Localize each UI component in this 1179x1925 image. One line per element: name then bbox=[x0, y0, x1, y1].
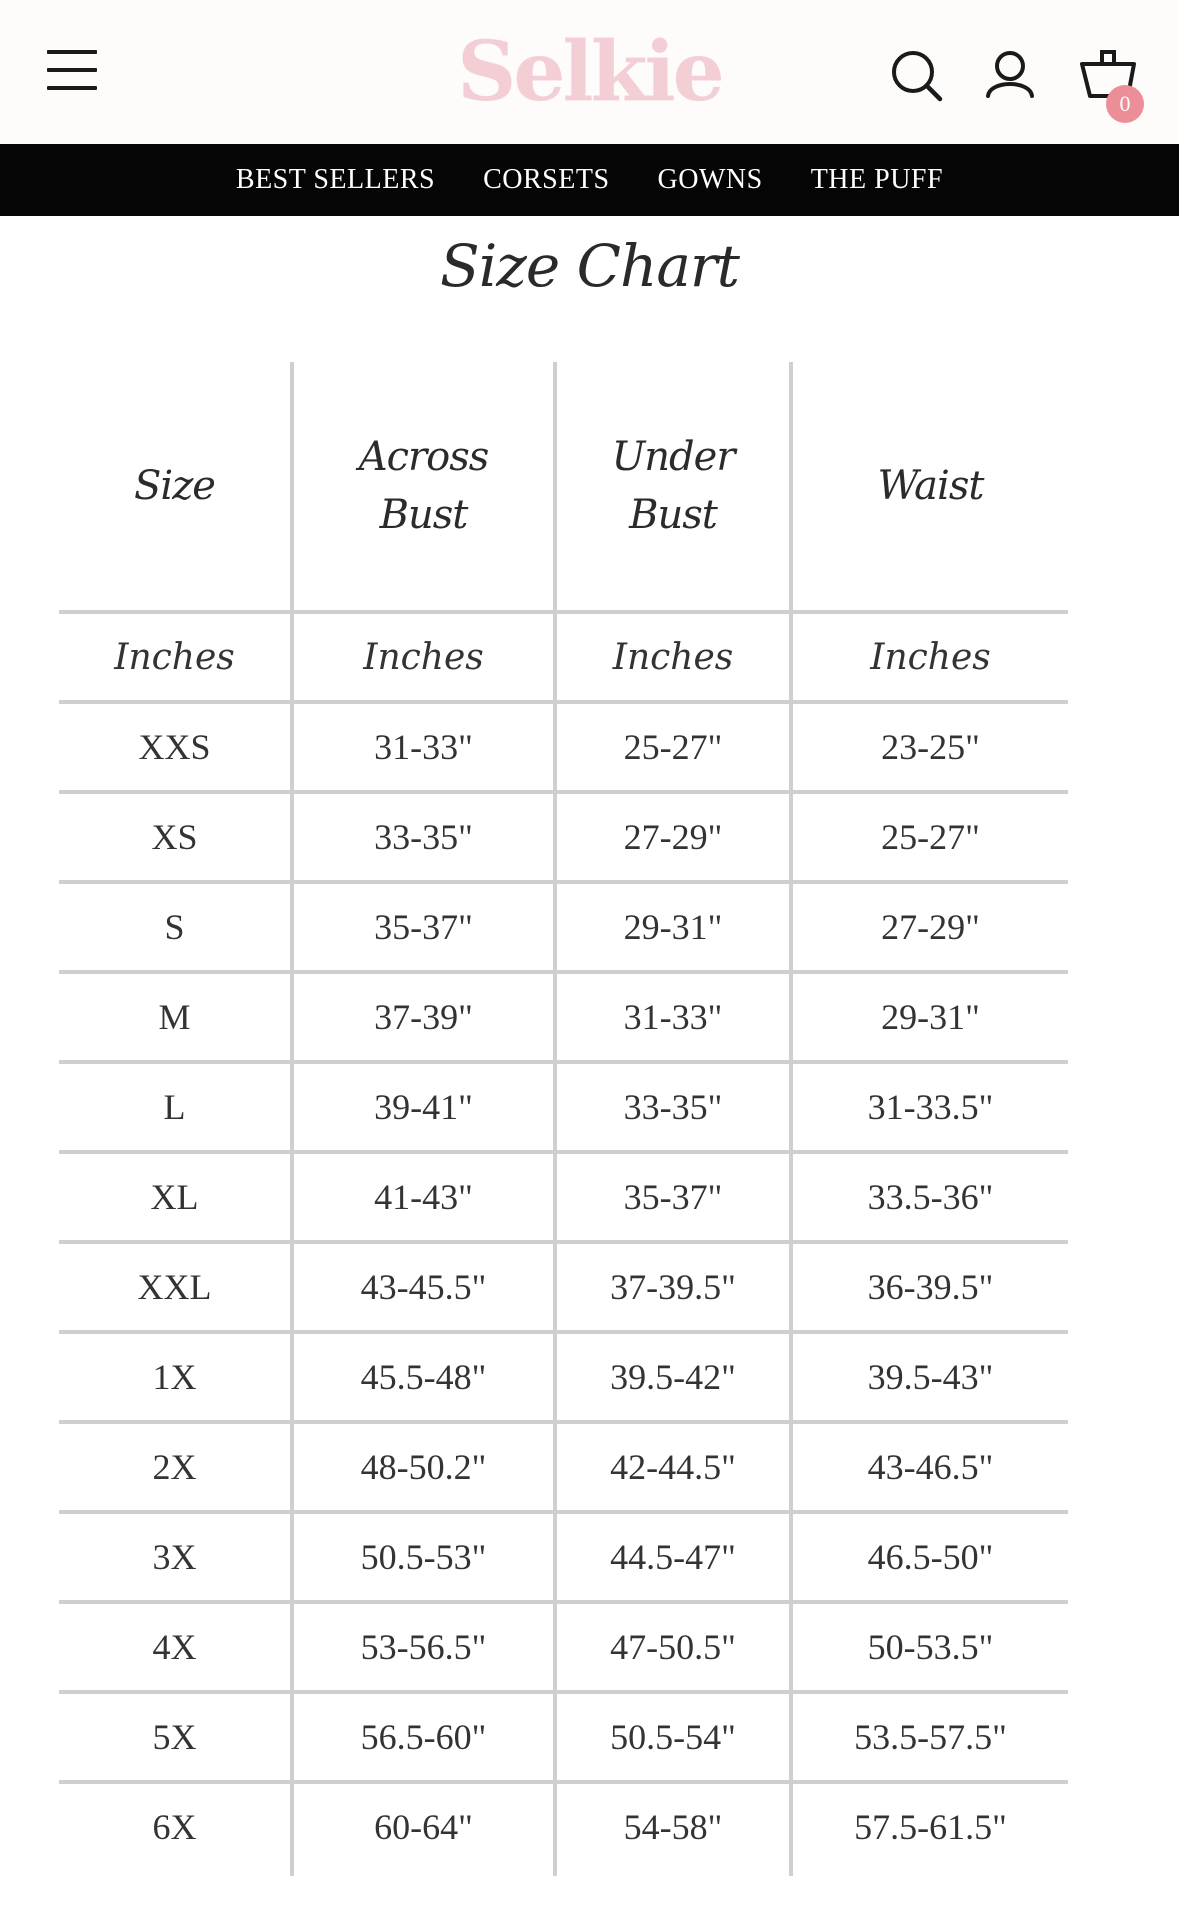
table-column-divider bbox=[290, 1870, 294, 1876]
measurement-cell: 33-35" bbox=[292, 792, 555, 882]
measurement-cell: 50-53.5" bbox=[791, 1602, 1068, 1692]
measurement-cell: 31-33.5" bbox=[791, 1062, 1068, 1152]
nav-the-puff[interactable]: THE PUFF bbox=[810, 164, 944, 195]
table-column-divider bbox=[789, 1870, 793, 1876]
size-cell: 3X bbox=[59, 1512, 292, 1602]
measurement-cell: 46.5-50" bbox=[791, 1512, 1068, 1602]
measurement-cell: 33-35" bbox=[555, 1062, 791, 1152]
header-row bbox=[59, 362, 1068, 612]
measurement-cell: 25-27" bbox=[791, 792, 1068, 882]
measurement-cell: 29-31" bbox=[791, 972, 1068, 1062]
measurement-cell: 36-39.5" bbox=[791, 1242, 1068, 1332]
header-waist bbox=[791, 362, 1068, 612]
measurement-cell: 48-50.2" bbox=[292, 1422, 555, 1512]
header-waist-label: Waist bbox=[877, 463, 984, 509]
nav-best-sellers[interactable]: BEST SELLERS bbox=[235, 164, 436, 195]
measurement-cell: 25-27" bbox=[555, 702, 791, 792]
measurement-cell: 47-50.5" bbox=[555, 1602, 791, 1692]
measurement-cell: 35-37" bbox=[292, 882, 555, 972]
measurement-cell: 43-46.5" bbox=[791, 1422, 1068, 1512]
unit-cell: Inches bbox=[555, 612, 791, 702]
header-size bbox=[59, 362, 292, 612]
table-row bbox=[59, 1062, 1068, 1152]
measurement-cell: 39-41" bbox=[292, 1062, 555, 1152]
measurement-cell: 56.5-60" bbox=[292, 1692, 555, 1782]
size-cell: 5X bbox=[59, 1692, 292, 1782]
measurement-cell: 35-37" bbox=[555, 1152, 791, 1242]
size-cell: XL bbox=[59, 1152, 292, 1242]
measurement-cell: 29-31" bbox=[555, 882, 791, 972]
table-row bbox=[59, 972, 1068, 1062]
table-column-divider bbox=[553, 1870, 557, 1876]
size-cell: 4X bbox=[59, 1602, 292, 1692]
size-cell: 2X bbox=[59, 1422, 292, 1512]
measurement-cell: 39.5-43" bbox=[791, 1332, 1068, 1422]
measurement-cell: 45.5-48" bbox=[292, 1332, 555, 1422]
page-title: Size Chart bbox=[440, 232, 739, 300]
table-row bbox=[59, 1512, 1068, 1602]
user-icon[interactable] bbox=[980, 46, 1040, 106]
table-row bbox=[59, 1242, 1068, 1332]
measurement-cell: 27-29" bbox=[791, 882, 1068, 972]
header-under-bust-line1: Under bbox=[611, 434, 735, 480]
header-across-bust-line1: Across bbox=[358, 434, 489, 480]
measurement-cell: 42-44.5" bbox=[555, 1422, 791, 1512]
measurement-cell: 23-25" bbox=[791, 702, 1068, 792]
table-row bbox=[59, 1602, 1068, 1692]
measurement-cell: 54-58" bbox=[555, 1782, 791, 1870]
measurement-cell: 41-43" bbox=[292, 1152, 555, 1242]
size-cell: L bbox=[59, 1062, 292, 1152]
size-cell: XXL bbox=[59, 1242, 292, 1332]
size-cell: M bbox=[59, 972, 292, 1062]
header-under-bust-line2: Bust bbox=[629, 492, 717, 538]
table-row bbox=[59, 1782, 1068, 1870]
table-row bbox=[59, 1692, 1068, 1782]
measurement-cell: 37-39.5" bbox=[555, 1242, 791, 1332]
table-row bbox=[59, 1332, 1068, 1422]
measurement-cell: 57.5-61.5" bbox=[791, 1782, 1068, 1870]
measurement-cell: 27-29" bbox=[555, 792, 791, 882]
nav-corsets[interactable]: CORSETS bbox=[483, 164, 610, 195]
nav-gowns[interactable]: GOWNS bbox=[657, 164, 763, 195]
size-cell: 6X bbox=[59, 1782, 292, 1870]
measurement-cell: 31-33" bbox=[292, 702, 555, 792]
header-across-bust bbox=[292, 362, 555, 612]
size-cell: XS bbox=[59, 792, 292, 882]
measurement-cell: 53.5-57.5" bbox=[791, 1692, 1068, 1782]
measurement-cell: 50.5-54" bbox=[555, 1692, 791, 1782]
measurement-cell: 31-33" bbox=[555, 972, 791, 1062]
units-row bbox=[59, 612, 1068, 702]
unit-cell: Inches bbox=[791, 612, 1068, 702]
table-row bbox=[59, 702, 1068, 792]
measurement-cell: 50.5-53" bbox=[292, 1512, 555, 1602]
table-row bbox=[59, 882, 1068, 972]
unit-cell: Inches bbox=[292, 612, 555, 702]
main-nav bbox=[0, 144, 1179, 216]
size-chart-table bbox=[59, 362, 1068, 1870]
table-row bbox=[59, 1422, 1068, 1512]
cart-count-badge[interactable]: 0 bbox=[1106, 85, 1144, 123]
size-cell: 1X bbox=[59, 1332, 292, 1422]
search-icon[interactable] bbox=[886, 46, 946, 106]
measurement-cell: 60-64" bbox=[292, 1782, 555, 1870]
measurement-cell: 53-56.5" bbox=[292, 1602, 555, 1692]
measurement-cell: 44.5-47" bbox=[555, 1512, 791, 1602]
size-cell: XXS bbox=[59, 702, 292, 792]
site-header bbox=[0, 0, 1179, 144]
size-cell: S bbox=[59, 882, 292, 972]
logo-text: Selkie bbox=[457, 24, 722, 120]
measurement-cell: 37-39" bbox=[292, 972, 555, 1062]
table-row bbox=[59, 792, 1068, 882]
measurement-cell: 33.5-36" bbox=[791, 1152, 1068, 1242]
unit-cell: Inches bbox=[59, 612, 292, 702]
measurement-cell: 39.5-42" bbox=[555, 1332, 791, 1422]
header-across-bust-line2: Bust bbox=[379, 492, 468, 538]
measurement-cell: 43-45.5" bbox=[292, 1242, 555, 1332]
table-row bbox=[59, 1152, 1068, 1242]
header-size-label: Size bbox=[134, 463, 215, 509]
header-under-bust bbox=[555, 362, 791, 612]
